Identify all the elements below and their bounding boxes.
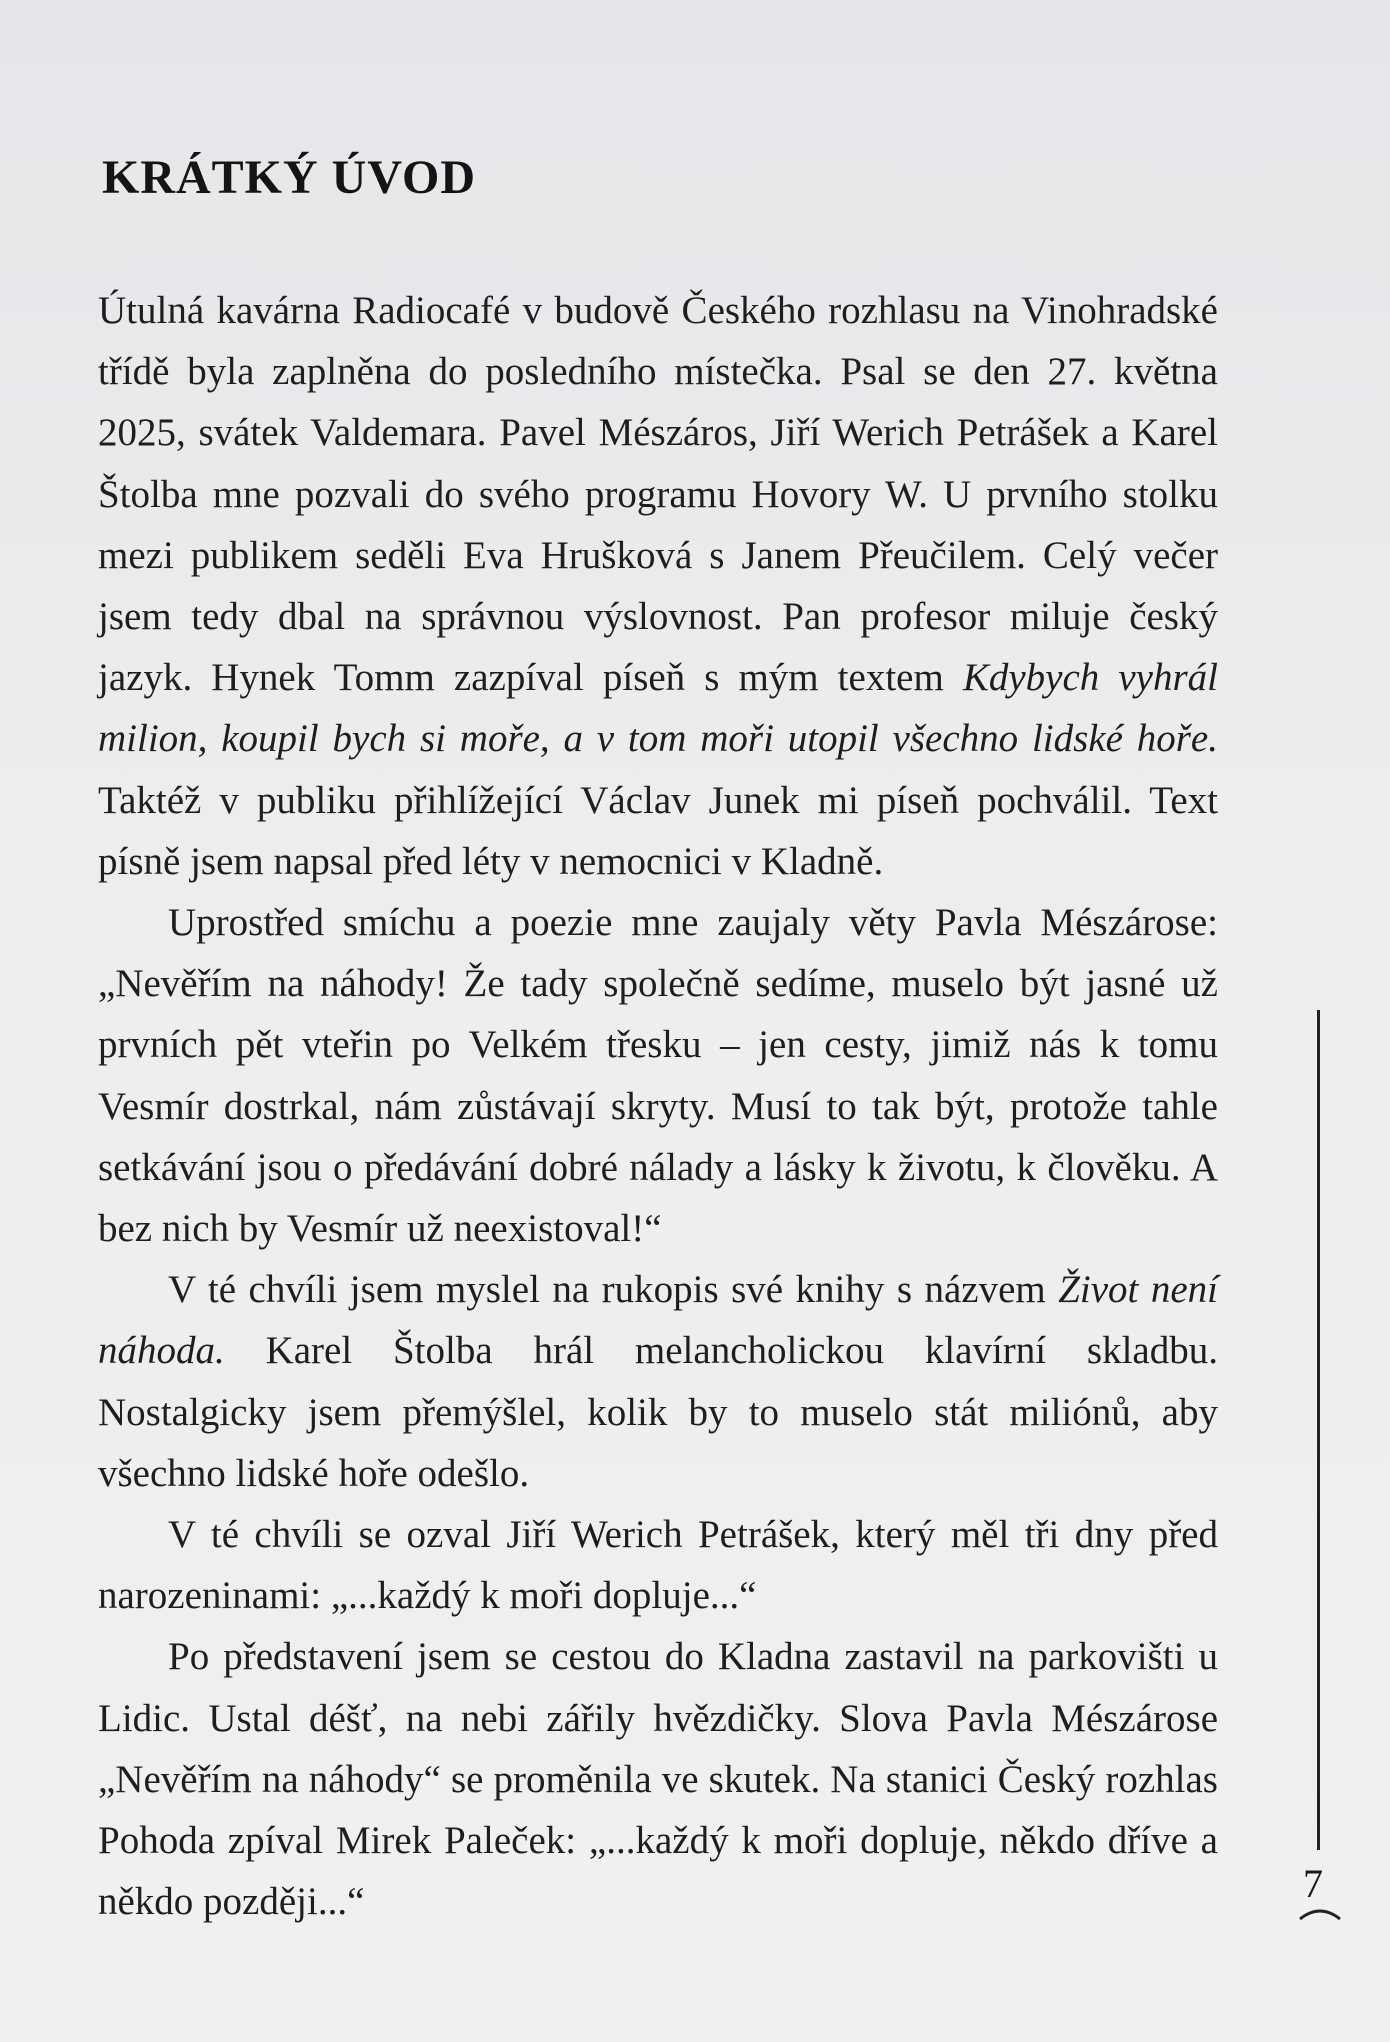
text-run: Karel Štolba hrál melancholickou klavírní skladbu. Nostalgicky jsem přemýšlel, kolik by to muselo stát miliónů, aby všechno lidské hoře odešlo. bbox=[98, 1329, 1218, 1495]
chapter-title: KRÁTKÝ ÚVOD bbox=[102, 151, 477, 204]
text-run: Po představení jsem se cestou do Kladna zastavil na parkovišti u Lidic. Ustal déšť, na nebi zářily hvězdičky. Slova Pavla Mészárose „Nevěřím na náhody“ se proměnila ve skutek. Na stanici Český rozhlas Pohoda zpíval Mirek Paleček: „...každý k moři dopluje, někdo dříve a někdo později...“ bbox=[98, 1635, 1218, 1924]
italic-quote: Kdybych vyhrál milion, koupil bych si moře, a v tom moři utopil všechno lidské hoře. bbox=[98, 656, 1218, 761]
italic-book-title: Život není náhoda. bbox=[98, 1268, 1218, 1373]
paragraph bbox=[98, 1259, 1218, 1504]
paragraph bbox=[98, 280, 1218, 892]
chapter-body bbox=[98, 280, 1218, 1932]
text-run: Útulná kavárna Radiocafé v budově Českého rozhlasu na Vinohradské třídě byla zaplněna do posledního místečka. Psal se den 27. května 2025, svátek Valdemara. Pavel Mészáros, Jiří Werich Petrášek a Karel Štolba mne pozvali do svého programu Hovory W. U prvního stolku mezi publikem seděli Eva Hrušková s Janem Přeučilem. Celý večer jsem tedy dbal na správnou výslovnost. Pan profesor miluje český jazyk. Hynek Tomm zazpíval píseň s mým textem bbox=[98, 289, 1218, 700]
margin-rule bbox=[1317, 1010, 1320, 1850]
page-number: 7 bbox=[1303, 1861, 1323, 1906]
paragraph bbox=[98, 892, 1218, 1259]
page-number-ornament-icon bbox=[1298, 1905, 1342, 1921]
paragraph bbox=[98, 1626, 1218, 1932]
text-run: V té chvíli se ozval Jiří Werich Petrášek, který měl tři dny před narozeninami: „...každý k moři dopluje...“ bbox=[98, 1513, 1218, 1618]
text-run: Uprostřed smíchu a poezie mne zaujaly věty Pavla Mészárose: „Nevěřím na náhody! Že tady společně sedíme, muselo být jasné už prvních pět vteřin po Velkém třesku – jen cesty, jimiž nás k tomu Vesmír dostrkal, nám zůstávají skryty. Musí to tak být, protože tahle setkávání jsou o předávání dobré nálady a lásky k životu, k člověku. A bez nich by Vesmír už neexistoval!“ bbox=[98, 901, 1218, 1251]
text-run: V té chvíli jsem myslel na rukopis své knihy s názvem bbox=[168, 1268, 1059, 1312]
paragraph bbox=[98, 1504, 1218, 1626]
text-run: Taktéž v publiku přihlížející Václav Junek mi píseň pochválil. Text písně jsem napsal před léty v nemocnici v Kladně. bbox=[98, 778, 1218, 883]
